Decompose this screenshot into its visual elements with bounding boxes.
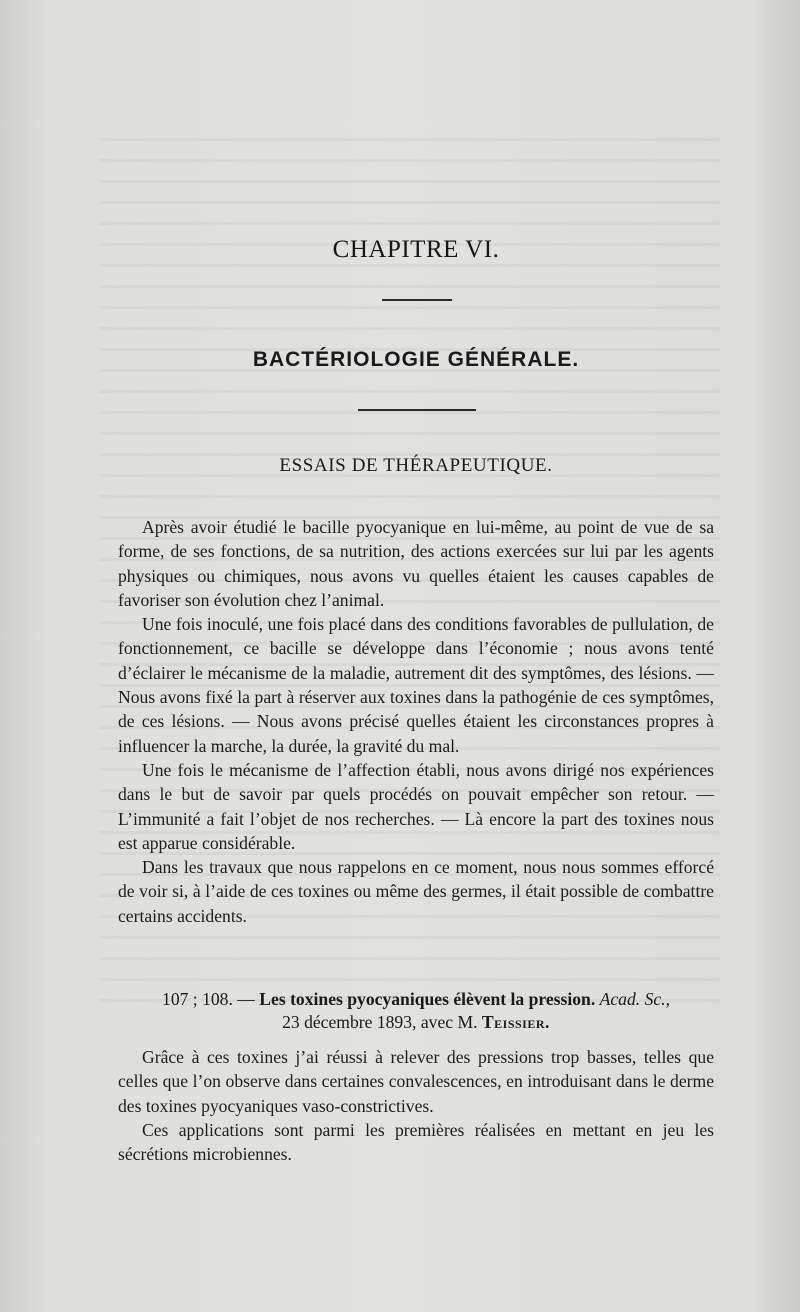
subject-title: BACTÉRIOLOGIE GÉNÉRALE. <box>252 348 580 371</box>
entry-text <box>118 1045 714 1166</box>
subject-divider <box>358 409 476 411</box>
paragraph: Dans les travaux que nous rappelons en ce moment, nous nous sommes efforcé de voir si, à l’aide de ces toxines ou même des germes, il était possible de combattre certains accidents. <box>118 857 714 926</box>
chapter-title: CHAPITRE VI. <box>332 236 500 263</box>
section-title: ESSAIS DE THÉRAPEUTIQUE. <box>279 455 553 476</box>
intro-text <box>118 515 714 928</box>
entry-numbers: 107 ; 108. — <box>162 989 255 1009</box>
entry-date: 23 décembre 1893, <box>282 1012 417 1032</box>
paragraph: Grâce à ces toxines j’ai réussi à relever des pressions trop basses, telles que celles que l’on observe dans certaines convalescences, en introduisant dans le derme des toxines pyocyaniques vaso-constrictives. <box>118 1047 714 1116</box>
chapter-divider <box>382 299 452 301</box>
paragraph: Une fois le mécanisme de l’affection établi, nous avons dirigé nos expériences dans le but de savoir par quels procédés on pouvait empêcher son retour. — L’immunité a fait l’objet de nos recherches. — Là encore la part des toxines nous est apparue considérable. <box>118 759 714 853</box>
entry-coauthor: Teissier. <box>481 1012 550 1032</box>
entry-journal: Acad. Sc., <box>599 989 670 1009</box>
paragraph: Après avoir étudié le bacille pyocyanique en lui-même, au point de vue de sa forme, de ses fonctions, de sa nutrition, des actions exercées sur lui par les agents physiques ou chimiques, nous avons vu quelles étaient les causes capables de favoriser son évolution chez l’animal. <box>118 517 714 610</box>
entry-title: Les toxines pyocyaniques élèvent la pression. <box>259 989 596 1009</box>
paragraph: Une fois inoculé, une fois placé dans des conditions favorables de pullulation, de fonctionnement, ce bacille se développe dans l’économie ; nous avons tenté d’éclairer le mécanisme de la maladie, autrement dit des symptômes, des lésions. — Nous avons fixé la part à réserver aux toxines dans la pathogénie de ces symptômes, de ces lésions. — Nous avons précisé quelles étaient les circonstances propres à influencer la marche, la durée, la gravité du mal. <box>118 614 714 756</box>
entry-with: avec M. <box>420 1012 478 1032</box>
paragraph: Ces applications sont parmi les premières réalisées en mettant en jeu les sécrétions microbiennes. <box>118 1119 714 1165</box>
publication-entry <box>118 988 714 1034</box>
